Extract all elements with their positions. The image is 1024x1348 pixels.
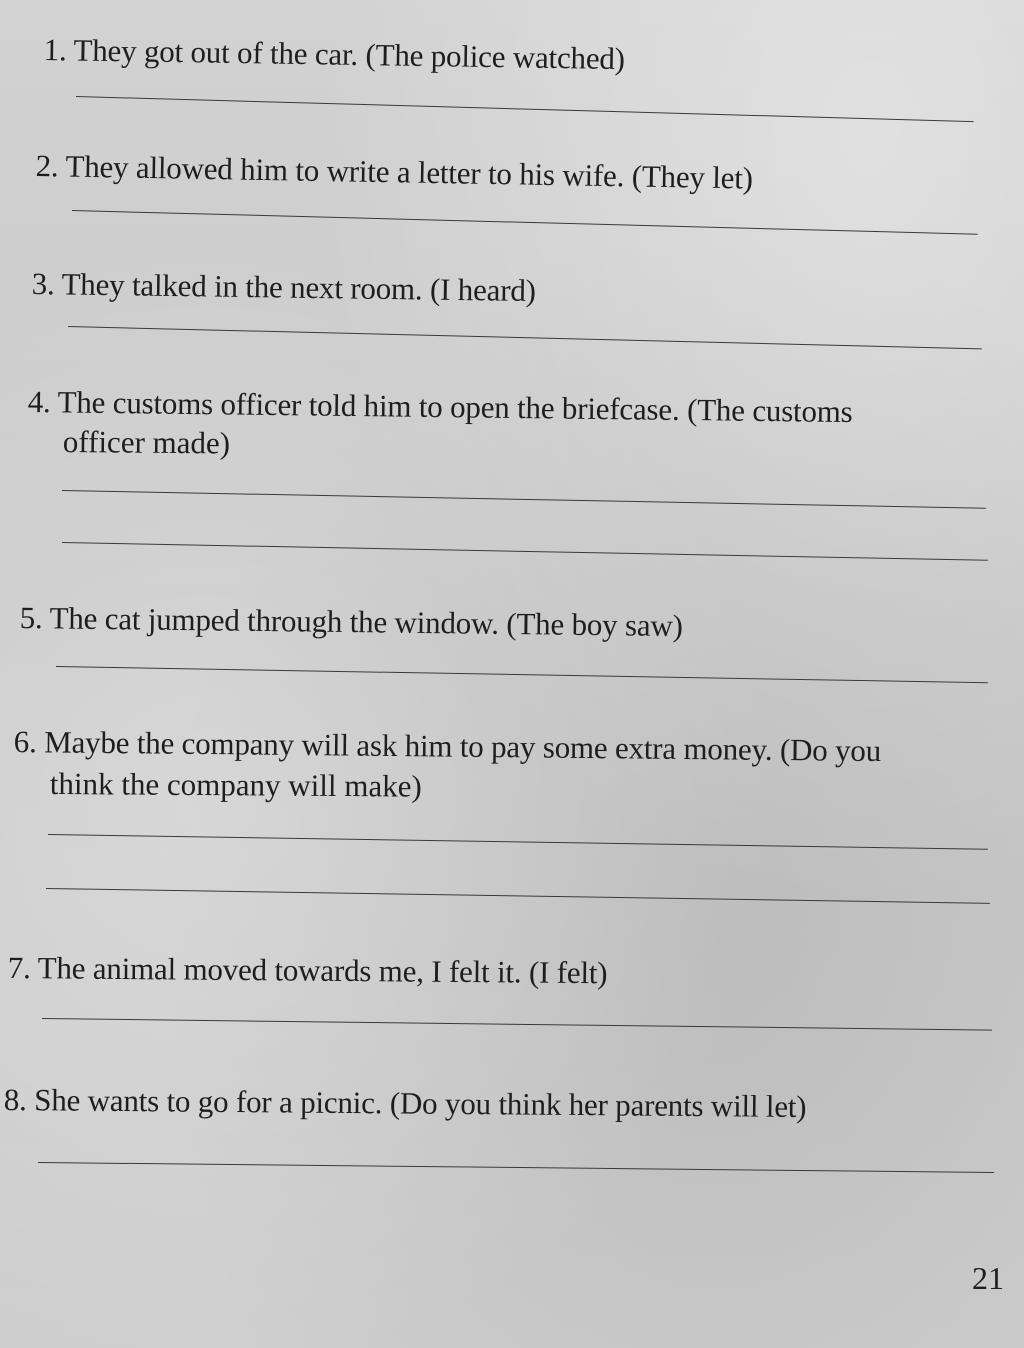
answer-line-6b[interactable]: [46, 888, 990, 904]
answer-line-3[interactable]: [68, 326, 982, 349]
question-number: 1.: [43, 31, 67, 68]
question-5: [20, 598, 684, 646]
question-text: They got out of the car. (The police watched): [73, 32, 626, 77]
question-number: 5.: [19, 599, 43, 636]
page-number: 21: [972, 1260, 1004, 1296]
question-number: 4.: [27, 383, 51, 420]
question-number: 7.: [7, 949, 31, 986]
question-number: 3.: [31, 265, 55, 302]
question-number: 8.: [3, 1081, 27, 1118]
question-6-continuation: think the company will make): [49, 765, 422, 804]
question-text-line-1: Maybe the company will ask him to pay some extra money. (Do you: [44, 724, 882, 769]
question-text: They talked in the next room. (I heard): [61, 266, 537, 309]
question-number: 2.: [35, 147, 59, 184]
answer-line-5[interactable]: [56, 666, 988, 683]
question-2: [35, 146, 753, 199]
answer-line-4b[interactable]: [62, 542, 988, 561]
answer-line-1[interactable]: [76, 96, 974, 122]
answer-line-8[interactable]: [38, 1162, 994, 1173]
question-number: 6.: [13, 723, 37, 760]
answer-line-6a[interactable]: [48, 834, 988, 850]
question-4-continuation: officer made): [62, 423, 231, 461]
question-text: She wants to go for a picnic. (Do you think her parents will let): [34, 1082, 807, 1125]
answer-line-7[interactable]: [42, 1018, 992, 1031]
answer-line-2[interactable]: [72, 210, 978, 235]
question-1: [43, 30, 625, 79]
question-text: They allowed him to write a letter to his wife. (They let): [65, 148, 754, 196]
question-text: The cat jumped through the window. (The boy saw): [49, 600, 683, 644]
question-3: [31, 264, 536, 311]
question-7: [8, 948, 608, 993]
answer-line-4a[interactable]: [62, 490, 986, 509]
question-8: [4, 1080, 807, 1127]
question-text: The animal moved towards me, I felt it. (I felt): [37, 950, 608, 991]
question-text-line-1: The customs officer told him to open the briefcase. (The customs: [57, 384, 853, 430]
